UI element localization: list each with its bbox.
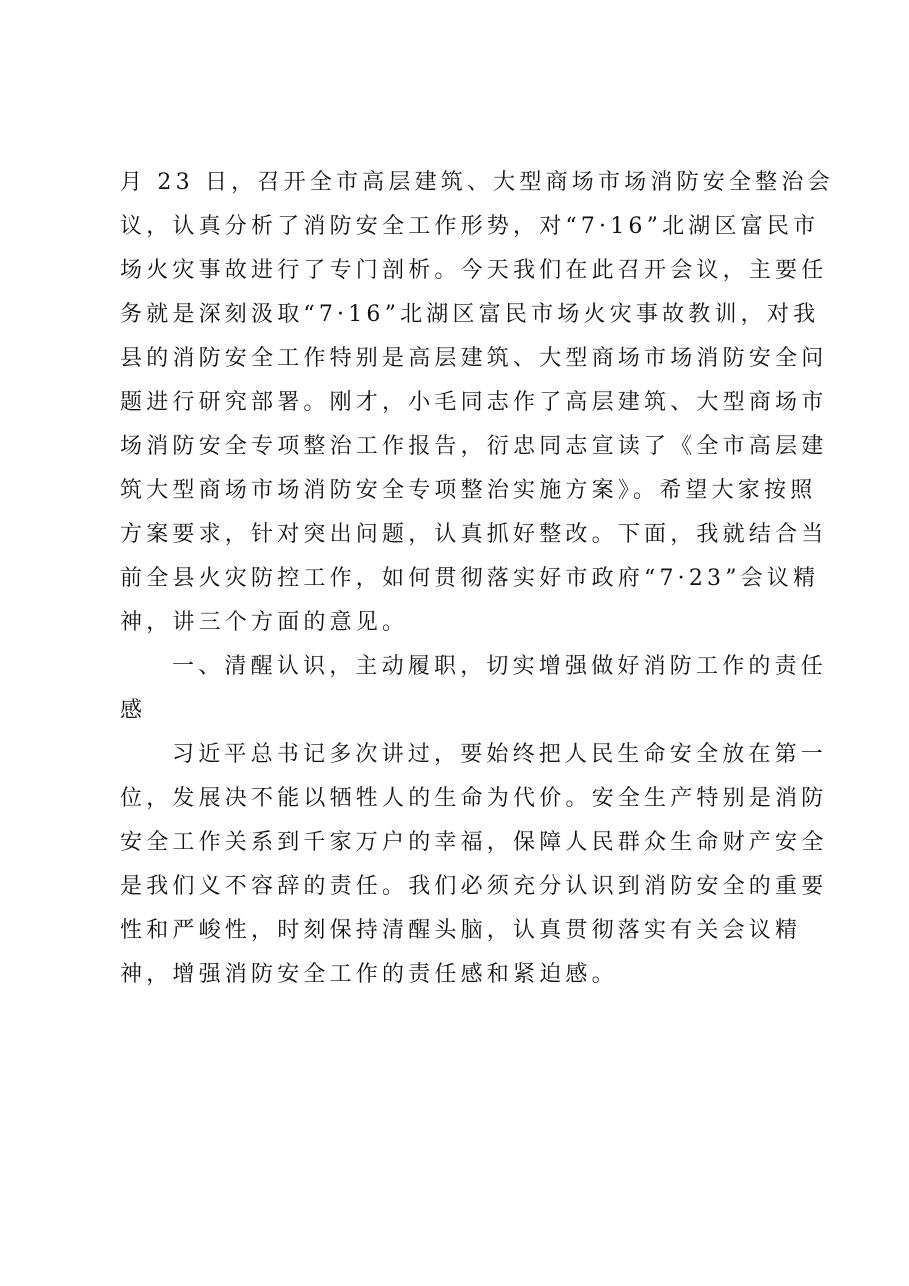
section-heading-line: 一、清醒认识，主动履职，切实增强做好消防工作的责任 [172, 654, 828, 679]
paragraph-line: 议，认真分析了消防安全工作形势，对“7·16”北湖区富民市 [120, 214, 820, 239]
paragraph-line: 神，增强消防安全工作的责任感和紧迫感。 [120, 962, 618, 987]
paragraph-line: 方案要求，针对突出问题，认真抓好整改。下面，我就结合当 [120, 522, 828, 547]
paragraph-line: 位，发展决不能以牺牲人的生命为代价。安全生产特别是消防 [120, 786, 828, 811]
paragraph-line: 题进行研究部署。刚才，小毛同志作了高层建筑、大型商场市 [120, 390, 828, 415]
paragraph-line: 务就是深刻汲取“7·16”北湖区富民市场火灾事故教训，对我 [120, 302, 820, 327]
paragraph-line: 前全县火灾防控工作，如何贯彻落实好市政府“7·23”会议精 [120, 566, 820, 591]
paragraph-line: 性和严峻性，时刻保持清醒头脑，认真贯彻落实有关会议精 [120, 918, 802, 943]
paragraph-line: 安全工作关系到千家万户的幸福，保障人民群众生命财产安全 [120, 830, 828, 855]
paragraph-line: 场火灾事故进行了专门剖析。今天我们在此召开会议，主要任 [120, 258, 828, 283]
paragraph-line: 县的消防安全工作特别是高层建筑、大型商场市场消防安全问 [120, 346, 828, 371]
paragraph-line: 是我们义不容辞的责任。我们必须充分认识到消防安全的重要 [120, 874, 828, 899]
paragraph-line: 筑大型商场市场消防安全专项整治实施方案》。希望大家按照 [120, 478, 817, 503]
paragraph-line: 月 23 日，召开全市高层建筑、大型商场市场消防安全整治会 [120, 170, 834, 195]
paragraph-line: 习近平总书记多次讲过，要始终把人民生命安全放在第一 [172, 742, 828, 767]
paragraph-line: 神，讲三个方面的意见。 [120, 610, 409, 635]
section-heading-line: 感 [120, 698, 147, 723]
paragraph-line: 场消防安全专项整治工作报告，衍忠同志宣读了《全市高层建 [120, 434, 828, 459]
